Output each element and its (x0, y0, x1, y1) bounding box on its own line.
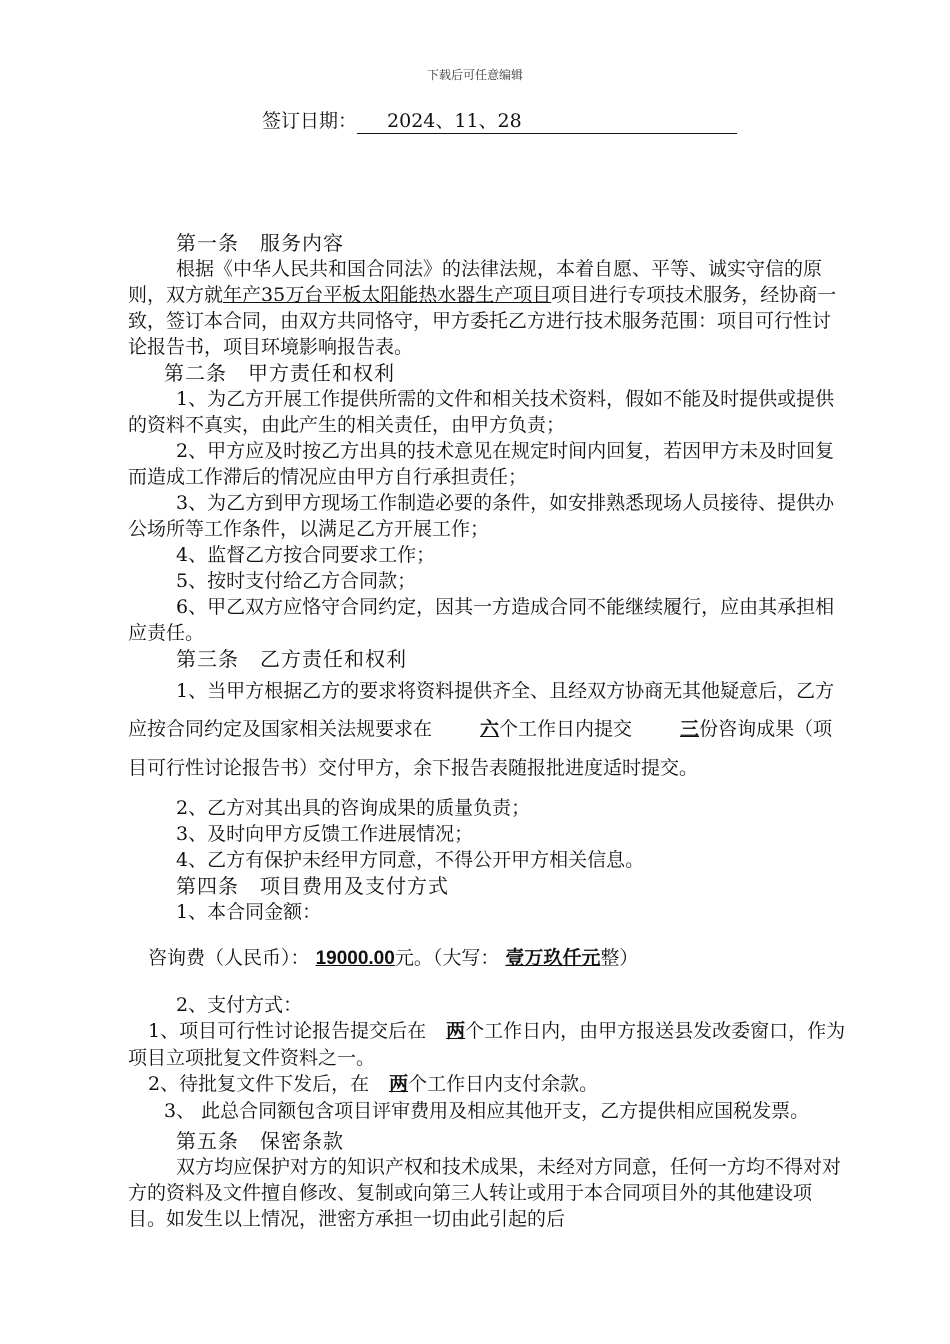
article3-item1-text-c: 份咨询成果（项目可行性讨论报告书）交付甲方，余下报告表随报批进度适时提交。 (128, 718, 833, 779)
pay-item-1 (128, 1018, 848, 1071)
header-note: 下载后可任意编辑 (426, 68, 523, 82)
article1-text-a: 根据《中华人民共和国合同法》的法律法规，本着自愿、平等、诚实守信的原则，双方就 (128, 258, 823, 306)
article3-item: 3、及时向甲方反馈工作进展情况； (176, 823, 474, 845)
article3-title: 第三条 乙方责任和权利 (176, 647, 407, 671)
pay2-text-a: 2、待批复文件下发后，在 (148, 1073, 370, 1095)
fee-caps: 壹万玖仟元 (505, 948, 601, 969)
article2-item: 6、甲乙双方应恪守合同约定，因其一方造成合同不能继续履行，应由其承担相应责任。 (128, 596, 835, 644)
sign-date-label: 签订日期： (262, 110, 358, 132)
article2-item: 1、为乙方开展工作提供所需的文件和相关技术资料，假如不能及时提供或提供的资料不真实，由此产生的相关责任，由甲方负责； (128, 388, 835, 436)
article5-title: 第五条 保密条款 (176, 1129, 344, 1153)
article2-item: 2、甲方应及时按乙方出具的技术意见在规定时间内回复，若因甲方未及时回复而造成工作滞后的情况应由甲方自行承担责任； (128, 440, 835, 488)
pay1-text-b: 个工作日内，由甲方报送县发改委窗口，作为项目立项批复文件资料之一。 (128, 1020, 846, 1069)
article2-item: 4、监督乙方按合同要求工作； (176, 544, 436, 566)
article3-item: 4、乙方有保护未经甲方同意，不得公开甲方相关信息。 (176, 849, 645, 871)
sign-date-value: 2024、11、28 (357, 109, 737, 134)
article3-item1-block (128, 672, 848, 787)
submit-days: 六 (480, 719, 500, 740)
pay2-text-b: 个工作日内支付余款。 (408, 1073, 599, 1095)
pay-item-3: 3、 此总合同额包含项目评审费用及相应其他开支，乙方提供相应国税发票。 (164, 1100, 810, 1122)
project-name: 年产35万台平板太阳能热水器生产项目 (223, 284, 552, 306)
article2-item: 5、按时支付给乙方合同款； (176, 570, 417, 592)
contract-body (128, 230, 848, 1232)
article5-paragraph: 双方均应保护对方的知识产权和技术成果，未经对方同意，任何一方均不得对对方的资料及文件擅自修改、复制或向第三人转让或用于本合同项目外的其他建设项目。如发生以上情况，泄密方承担一切由此引起的后 (128, 1156, 842, 1230)
article1-title: 第一条 服务内容 (176, 231, 344, 255)
fee-unit: 元。（大写： (394, 947, 500, 969)
pay-label: 2、支付方式： (176, 994, 303, 1016)
sign-date (262, 106, 737, 134)
amount-label: 1、本合同金额： (176, 901, 322, 923)
pay2-days: 两 (389, 1074, 409, 1095)
pay-item-2 (128, 1071, 848, 1098)
article1-paragraph (128, 256, 848, 360)
article3-item1 (128, 672, 848, 787)
article4-title: 第四条 项目费用及支付方式 (176, 874, 449, 898)
article2-title: 第二条 甲方责任和权利 (164, 361, 395, 385)
fee-end: 整） (600, 947, 639, 969)
pay1-text-a: 1、项目可行性讨论报告提交后在 (148, 1020, 427, 1042)
article1-text-b: 项目进行专项技术服务，经协商一致，签订本合同，由双方共同恪守，甲方委托乙方进行技术服务范围：项目可行性讨论报告书，项目环境影响报告表。 (128, 284, 837, 358)
fee-line (128, 945, 848, 972)
pay1-days: 两 (446, 1021, 466, 1042)
fee-label: 咨询费（人民币）： (148, 947, 310, 969)
fee-value: 19000.00 (315, 948, 395, 969)
article2-item: 3、为乙方到甲方现场工作制造必要的条件，如安排熟悉现场人员接待、提供办公场所等工作条件，以满足乙方开展工作； (128, 492, 835, 540)
submit-copies: 三 (680, 719, 700, 740)
article3-item: 2、乙方对其出具的咨询成果的质量负责； (176, 797, 531, 819)
article3-item1-text-b: 个工作日内提交 (499, 718, 633, 740)
article3-item1-text-a: 1、当甲方根据乙方的要求将资料提供齐全、且经双方协商无其他疑意后，乙方应按合同约定及国家相关法规要求在 (128, 680, 835, 740)
